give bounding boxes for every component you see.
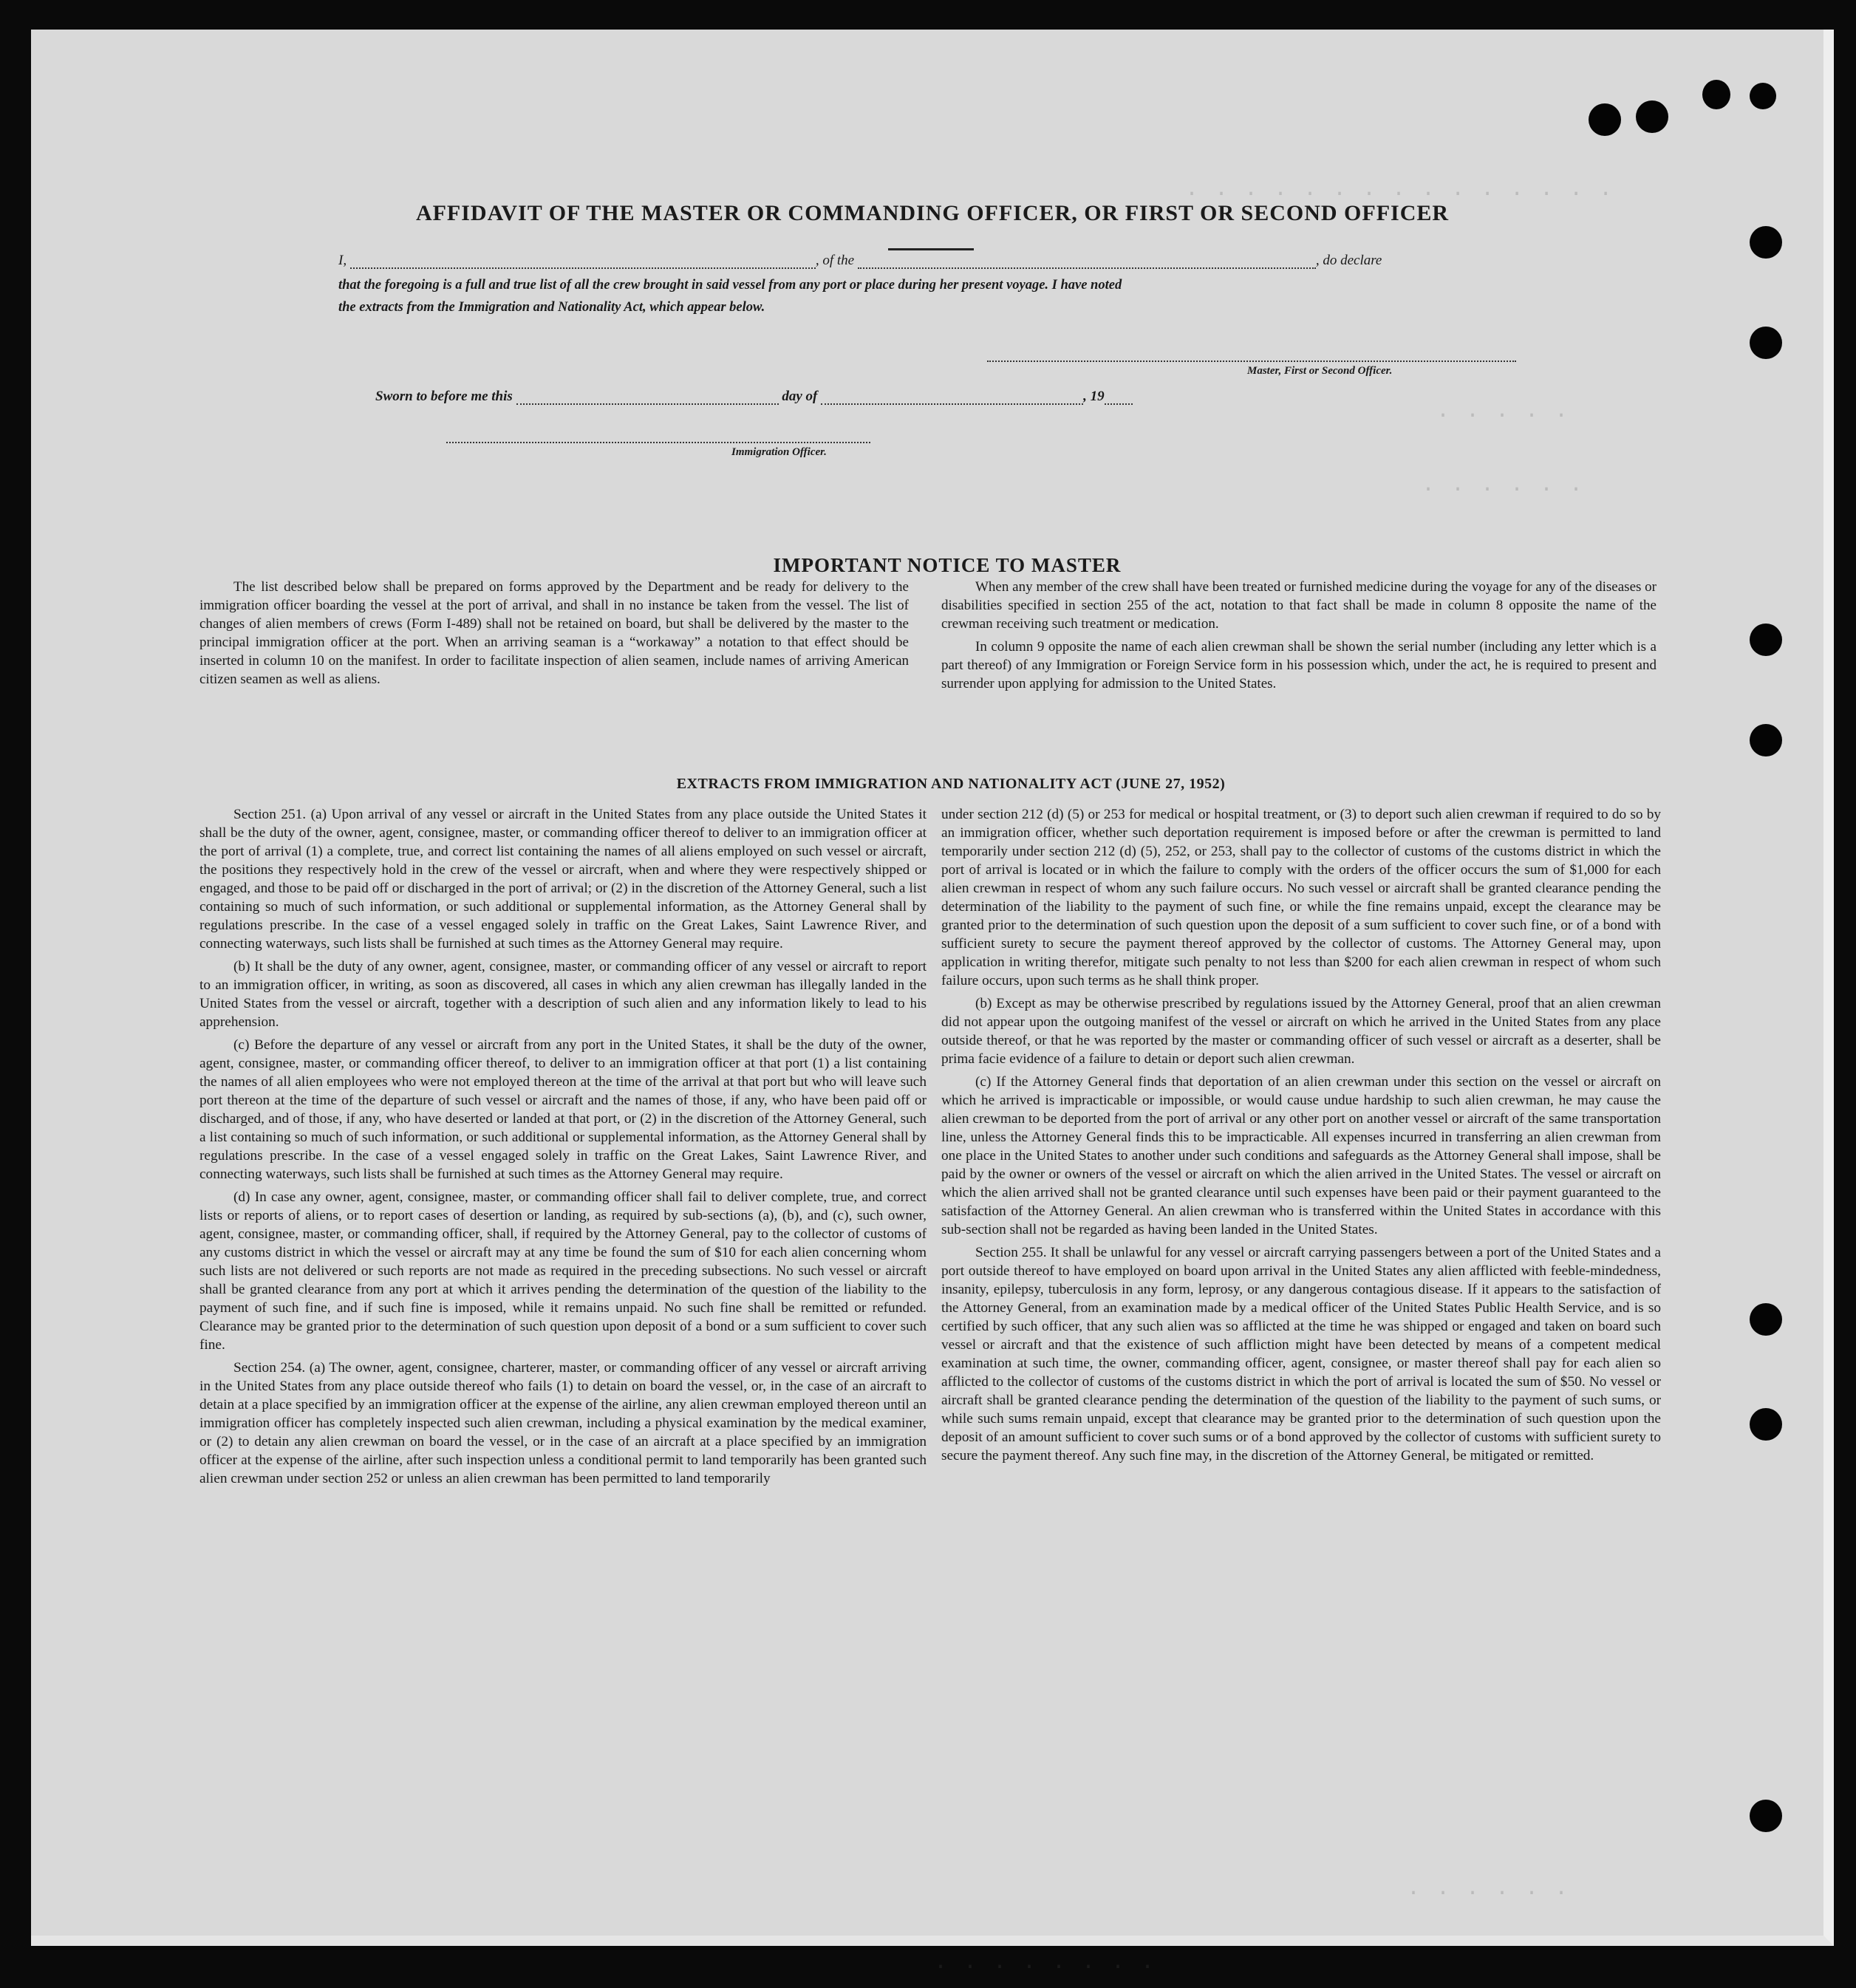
punch-hole [1750,1303,1782,1336]
bleed-through-text: . . . . . . [1420,473,1583,498]
section-254-c: (c) If the Attorney General finds that deportation of an alien crewman under this section on the vessel or aircraft on which he arrived is impracticable or impossible, or would cause undue hardship to such alien crewman, he may cause the alien crewman to be deported from the port of arrival or any other port on another vessel or aircraft of the same transportation line, unless the Attorney General finds this to be impracticable. All expenses incurred in transferring an alien crewman from one place in the United States to another under such conditions and safeguards as the Attorney General shall impose, shall be paid by the owner or owners of the vessel or aircraft on which the alien arrived in the United States. The vessel or aircraft on which the alien arrived shall not be granted clearance until such expenses have been paid or their payment guaranteed to the satisfaction of the Attorney General. An alien crewman who is transferred within the United States in accordance with this sub-section shall not be regarded as having been landed in the United States. [941,1074,1661,1237]
notice-right-paragraph-1: When any member of the crew shall have been treated or furnished medicine during the voyage for any of the diseases or disabilities specified in section 255 of the act, notation to that fact shall be made in column 8 opposite the name of the crewman receiving such treatment or medication. [941,579,1657,632]
notice-left-paragraph: The list described below shall be prepared on forms approved by the Department and be ready for delivery to the immigration officer boarding the vessel at the port of arrival, and shall in no instance be taken from the vessel. The list of changes of alien members of crews (Form I-489) shall not be retained on board, but shall be delivered by the master to the principal immigration officer at the port. When an arriving seaman is a “workaway” a notation to that effect should be inserted in column 10 on the manifest. In order to facilitate inspection of alien seamen, include names of arriving American citizen seamen as well as aliens. [199,579,909,687]
sworn-month-field[interactable] [821,392,1083,405]
punch-hole [1750,724,1782,756]
section-251-a: Section 251. (a) Upon arrival of any vessel or aircraft in the United States from any place outside the United States it shall be the duty of the owner, agent, consignee, master, or commanding officer thereof to deliver to an immigration officer at the port of arrival (1) a complete, true, and correct list containing the names of all aliens employed on such vessel or aircraft, the positions they respectively hold in the crew of the vessel or aircraft, when and where they were respectively shipped or engaged, and those to be paid off or discharged in the port of arrival; or (2) in the discretion of the Attorney General, such a list containing so much of such information, or such additional or supplemental information, as the Attorney General shall by regulations prescribe. In the case of a vessel engaged solely in traffic on the Great Lakes, Saint Lawrence River, and connecting waterways, such lists shall be furnished at such times as the Attorney General may require. [199,807,927,952]
punch-hole [1750,83,1776,109]
sworn-day-field[interactable] [516,392,779,405]
title-underline [888,248,974,250]
section-251-c: (c) Before the departure of any vessel or aircraft from any port in the United States, it shall be the duty of the owner, agent, consignee, master, or commanding officer thereof, to deliver to an immigration officer at that port (1) a list containing the names of all alien employees who were not employed thereon at the time of the arrival at that port but who will leave such port thereon at the time of the departure of such vessel or aircraft and the names of those, if any, who have been paid off or discharged, and of those, if any, who have deserted or landed at that port, or (2) in the discretion of the Attorney General, such a list containing so much of such information, or such additional or supplemental information, as the Attorney General shall by regulations prescribe. In the case of a vessel engaged solely in traffic on the Great Lakes, Saint Lawrence River, and connecting waterways, such lists shall be furnished at such times as the Attorney General may require. [199,1037,927,1182]
bleed-through-text: . . . . . [1435,399,1569,424]
section-254-a-cont: under section 212 (d) (5) or 253 for medical or hospital treatment, or (3) to deport such alien crewman if required to do so by an immigration officer, whether such deportation requirement is imposed before or after the crewman is permitted to land temporarily under section 212 (d) (5), 252, or 253, shall pay to the collector of customs of the customs district in which the port of arrival is located or in which the failure to comply with the orders of the officer occurs the sum of $1,000 for each alien crewman in respect of whom any such failure occurs. No such vessel or aircraft shall be granted clearance pending the determination of the liability to the payment of such fine, or while the fine remains unpaid, except the clearance may be granted prior to the determination of such question upon the deposit of a sum sufficient to cover such fine, or of a bond with sufficient surety to secure the payment thereof approved by the collector of customs. The Attorney General may, upon application in writing therefor, mitigate such penalty to not less than $200 for each alien crewman in respect of whom such failure occurs, upon such terms as he shall think proper. [941,807,1661,988]
sworn-year-field[interactable] [1105,392,1133,405]
document-page [31,30,1834,1975]
notice-right-paragraph-2: In column 9 opposite the name of each alien crewman shall be shown the serial number (including any letter which is a part thereof) of any Immigration or Foreign Service form in his possession which, under the act, he is required to present and surrender upon applying for admission to the United States. [941,639,1657,691]
punch-hole [1702,80,1730,109]
punch-hole [1589,103,1621,136]
punch-hole [1750,1408,1782,1441]
bleed-through-text: . . . . . . . . . . . . . . . [1184,177,1613,202]
punch-hole [1750,624,1782,656]
do-declare-label: , do declare [1315,253,1382,268]
master-caption: Master, First or Second Officer. [1247,365,1393,377]
section-251-d: (d) In case any owner, agent, consignee, master, or commanding officer shall fail to deliver complete, true, and correct lists or reports of aliens, or to report cases of desertion or landing, as required by sub-sections (a), (b), and (c), such owner, agent, consignee, master, or commanding officer, shall, if required by the Attorney General, pay to the collector of customs of any customs district in which the vessel or aircraft may at any time be found the sum of $10 for each alien concerning whom such lists are not delivered or such reports are not made as required in the preceding subsections. No such vessel or aircraft shall be granted clearance from any port at which it arrives pending the determination of the question of the liability to the payment of such fine, and if such fine is imposed, while it remains unpaid. No such fine shall be remitted or refunded. Clearance may be granted prior to the determination of such question upon deposit of a bond or a sum sufficient to cover such fine. [199,1189,927,1353]
declaration-line-2: that the foregoing is a full and true list of all the crew brought in said vessel from any port or place during her present voyage. I have noted [338,278,1122,293]
section-254-b: (b) Except as may be otherwise prescribed by regulations issued by the Attorney General, proof that an alien crewman did not appear upon the outgoing manifest of the vessel or aircraft on which he arrived in the United States from any place outside thereof, or that he was reported by the master or commanding officer of such vessel or aircraft as a deserter, shall be prima facie evidence of a failure to detain or deport such alien crewman. [941,996,1661,1067]
notice-right-column [941,578,1657,697]
master-signature-field[interactable] [987,359,1516,362]
declaration-line-3: the extracts from the Immigration and Nationality Act, which appear below. [338,300,765,315]
year-label: , 19 [1083,389,1105,404]
i-label: I, [338,253,347,268]
punch-hole [1750,226,1782,259]
extracts-title: EXTRACTS FROM IMMIGRATION AND NATIONALITY ACT (JUNE 27, 1952) [676,776,1226,792]
name-field[interactable] [350,256,816,269]
section-254-a: Section 254. (a) The owner, agent, consignee, charterer, master, or commanding officer of any vessel or aircraft arriving in the United States from any place outside thereof who fails (1) to detain on board the vessel, or, in the case of an aircraft to detain at a place specified by an immigration officer at the expense of the airline, any alien crewman employed thereon until an immigration officer has completely inspected such alien crewman, including a physical examination by the medical examiner, or (2) to detain any alien crewman on board the vessel, or in the case of an aircraft at a place specified by an immigration officer at the expense of the airline, after such inspection unless a conditional permit to land temporarily has been granted such alien crewman under section 252 or unless an alien crewman has been permitted to land temporarily [199,1360,927,1486]
notice-title: IMPORTANT NOTICE TO MASTER [773,554,1122,576]
bleed-through-text: . . . . . . . . [932,1950,1155,1975]
sworn-line [375,389,1133,405]
punch-hole [1750,327,1782,359]
of-the-label: , of the [815,253,855,268]
bleed-through-text: . . . . . . [1405,1876,1569,1902]
section-251-b: (b) It shall be the duty of any owner, agent, consignee, master, or commanding officer of any vessel or aircraft to report to an immigration officer, in writing, as soon as discovered, all cases in which any alien crewman has illegally landed in the United States from the vessel or aircraft, together with a description of such alien and any information likely to lead to his apprehension. [199,959,927,1030]
page-title: AFFIDAVIT OF THE MASTER OR COMMANDING OFFICER, OR FIRST OR SECOND OFFICER [415,201,1450,225]
section-255: Section 255. It shall be unlawful for any vessel or aircraft carrying passengers between a port of the United States and a port outside thereof to have employed on board upon arrival in the United States any alien afflicted with feeble-mindedness, insanity, epilepsy, tuberculosis in any form, leprosy, or any dangerous contagious disease. If it appears to the satisfaction of the Attorney General, from an examination made by a medical officer of the United States Public Health Service, and is so certified by such officer, that any such alien was so afflicted at the time he was shipped or engaged and taken on board such vessel or aircraft and that the existence of such affliction might have been detected by means of a competent medical examination at such time, the owner, commanding officer, agent, consignee, or master thereof shall pay for each alien so afflicted to the collector of customs of the customs district in which the port of arrival is located the sum of $50. No vessel or aircraft shall be granted clearance pending the determination of the question of the liability to the payment of such sums, or while such sums remain unpaid, except that clearance may be granted prior to the determination of such question upon the deposit of an amount sufficient to cover such sums or of a bond approved by the collector of customs with sufficient surety to secure the payment thereof. Any such fine may, in the discretion of the Attorney General, be mitigated or remitted. [941,1245,1661,1463]
punch-hole [1750,1800,1782,1832]
day-of-label: day of [782,389,818,404]
officer-signature-field[interactable] [446,440,870,443]
officer-caption: Immigration Officer. [731,446,827,458]
punch-hole [1636,100,1668,133]
declaration-line-1 [338,253,1382,269]
vessel-field[interactable] [858,256,1316,269]
extracts-left-column [199,805,927,1492]
sworn-label: Sworn to before me this [375,389,513,404]
extracts-right-column [941,805,1661,1469]
notice-left-column [199,578,909,693]
